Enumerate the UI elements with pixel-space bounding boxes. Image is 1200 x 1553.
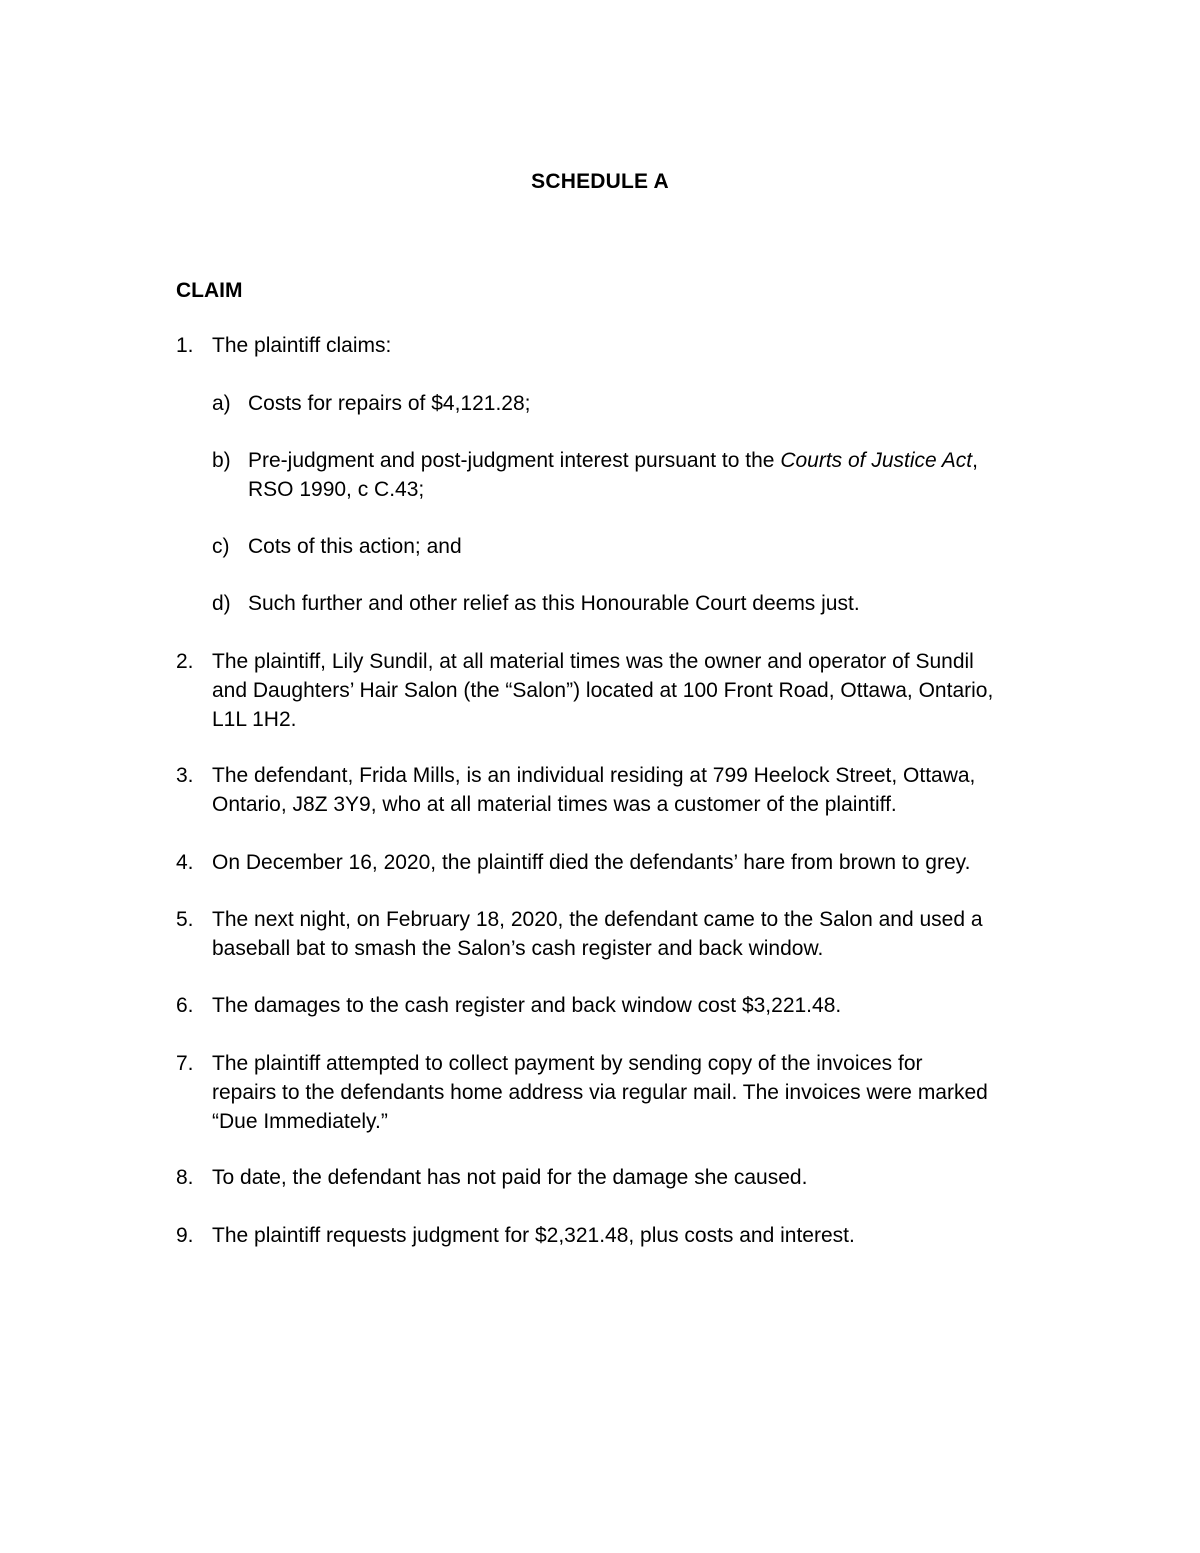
paragraph-line: The next night, on February 18, 2020, the defendant came to the Salon and used a (212, 908, 983, 931)
paragraph-text: The plaintiff requests judgment for $2,321.48, plus costs and interest. (212, 1224, 855, 1247)
paragraph-number: 8. (176, 1166, 194, 1189)
subitem-text: Cots of this action; and (248, 535, 462, 558)
subitem-text-segment: Pre-judgment and post-judgment interest pursuant to the (248, 449, 781, 472)
subitem-line-2: RSO 1990, c C.43; (248, 478, 425, 501)
paragraph-line: baseball bat to smash the Salon’s cash register and back window. (212, 937, 824, 960)
subitem-letter: c) (212, 535, 230, 558)
subitem-text: Such further and other relief as this Honourable Court deems just. (248, 592, 860, 615)
subitem-line-1 (248, 446, 978, 475)
statute-name: Courts of Justice Act (780, 449, 973, 472)
paragraph-line: and Daughters’ Hair Salon (the “Salon”) located at 100 Front Road, Ottawa, Ontario, (212, 679, 994, 702)
paragraph-number: 3. (176, 764, 194, 787)
paragraph-text (212, 905, 983, 963)
subitem-text (248, 446, 978, 504)
paragraph-line: The plaintiff attempted to collect payment by sending copy of the invoices for (212, 1052, 923, 1075)
paragraph-line: repairs to the defendants home address via regular mail. The invoices were marked (212, 1081, 988, 1104)
subitem-text-segment: , (972, 449, 978, 472)
paragraph-text: The plaintiff claims: (212, 334, 392, 357)
paragraph-text: The damages to the cash register and back window cost $3,221.48. (212, 994, 842, 1017)
section-heading-claim: CLAIM (176, 279, 243, 302)
subitem-letter: b) (212, 449, 231, 472)
paragraph-text: On December 16, 2020, the plaintiff died the defendants’ hare from brown to grey. (212, 851, 971, 874)
subitem-letter: a) (212, 392, 231, 415)
paragraph-line: “Due Immediately.” (212, 1110, 388, 1133)
paragraph-line: Ontario, J8Z 3Y9, who at all material times was a customer of the plaintiff. (212, 793, 897, 816)
subitem-text: Costs for repairs of $4,121.28; (248, 392, 531, 415)
paragraph-text: To date, the defendant has not paid for the damage she caused. (212, 1166, 808, 1189)
paragraph-number: 6. (176, 994, 194, 1017)
subitem-letter: d) (212, 592, 231, 615)
paragraph-number: 4. (176, 851, 194, 874)
paragraph-line: L1L 1H2. (212, 708, 297, 731)
document-title: SCHEDULE A (531, 170, 669, 193)
paragraph-number: 1. (176, 334, 194, 357)
paragraph-line: The defendant, Frida Mills, is an individual residing at 799 Heelock Street, Ottawa, (212, 764, 976, 787)
paragraph-text (212, 761, 975, 819)
paragraph-text (212, 1049, 988, 1136)
paragraph-number: 5. (176, 908, 194, 931)
paragraph-number: 2. (176, 650, 194, 673)
paragraph-line: The plaintiff, Lily Sundil, at all material times was the owner and operator of Sundil (212, 650, 974, 673)
paragraph-text (212, 647, 993, 734)
paragraph-number: 9. (176, 1224, 194, 1247)
paragraph-number: 7. (176, 1052, 194, 1075)
